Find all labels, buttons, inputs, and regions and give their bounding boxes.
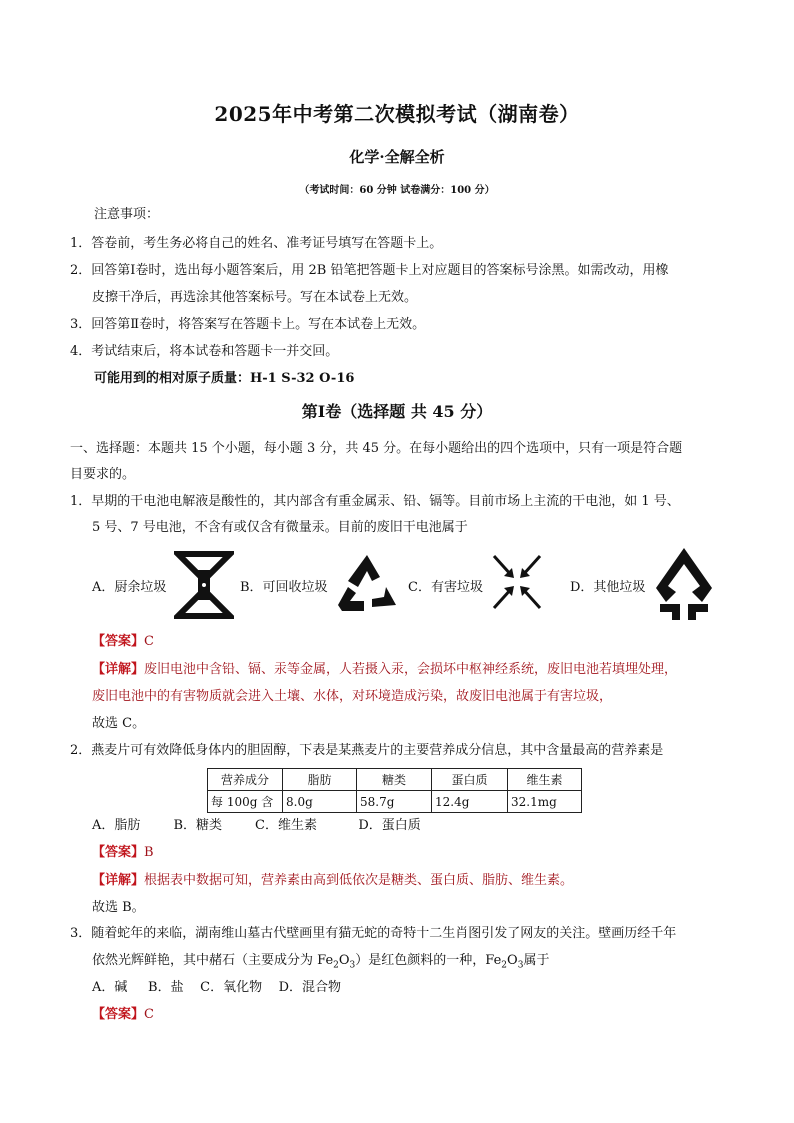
page-subtitle: 化学·全解全析 bbox=[349, 148, 445, 166]
recycle-icon bbox=[334, 551, 400, 615]
hazardous-waste-icon bbox=[490, 552, 544, 612]
nutrition-table bbox=[207, 768, 582, 813]
detail-text: 废旧电池中含铅、镉、汞等金属，人若摄入汞，会损坏中枢神经系统，废旧电池若填埋处理， bbox=[144, 662, 678, 677]
q3-subscript: 2 bbox=[333, 960, 339, 971]
section-title: 第Ⅰ卷（选择题 共 45 分） bbox=[301, 402, 493, 421]
q1-answer bbox=[92, 633, 154, 651]
table-cell: 32.1mg bbox=[508, 791, 582, 813]
question-2-text: 2．燕麦片可有效降低身体内的胆固醇，下表是某燕麦片的主要营养成分信息，其中含量最高的营养素是 bbox=[70, 743, 664, 758]
q2-detail bbox=[92, 872, 573, 890]
table-cell: 8.0g bbox=[283, 791, 357, 813]
question-1-text: 5 号、7 号电池，不含有或仅含有微量汞。目前的废旧干电池属于 bbox=[92, 520, 468, 535]
question-3-text bbox=[92, 952, 549, 975]
q3-text-part: 依然光辉鲜艳，其中赭石（主要成分为 Fe bbox=[92, 953, 334, 968]
q3-answer bbox=[92, 1006, 154, 1024]
table-cell: 58.7g bbox=[357, 791, 432, 813]
table-cell: 每 100g 含 bbox=[208, 791, 283, 813]
q3-text-part: O bbox=[338, 953, 350, 968]
answer-label: 【答案】 bbox=[92, 1007, 145, 1022]
table-header-row bbox=[208, 769, 582, 791]
q3-text-part: 属于 bbox=[523, 953, 550, 968]
atomic-mass: 可能用到的相对原子质量：H-1 S-32 O-16 bbox=[94, 371, 355, 386]
answer-label: 【答案】 bbox=[92, 634, 145, 649]
q1-detail-cont: 废旧电池中的有害物质就会进入土壤、水体，对环境造成污染，故废旧电池属于有害垃圾， bbox=[92, 689, 613, 704]
q2-answer bbox=[92, 844, 154, 862]
detail-label: 【详解】 bbox=[92, 873, 145, 888]
note-item: 皮擦干净后，再选涂其他答案标号。写在本试卷上无效。 bbox=[92, 290, 418, 305]
table-header-cell: 维生素 bbox=[508, 769, 582, 791]
q3-text-part: O bbox=[507, 953, 518, 968]
answer-value: B bbox=[144, 845, 154, 860]
q1-conclusion: 故选 C。 bbox=[92, 716, 146, 731]
note-item: 1．答卷前，考生务必将自己的姓名、准考证号填写在答题卡上。 bbox=[70, 236, 443, 251]
option-a: A．厨余垃圾 bbox=[92, 580, 167, 595]
notes-heading: 注意事项： bbox=[94, 207, 160, 222]
instructions-line: 目要求的。 bbox=[70, 467, 136, 482]
answer-value: C bbox=[144, 1007, 154, 1022]
note-item: 4．考试结束后，将本试卷和答题卡一并交回。 bbox=[70, 344, 339, 359]
note-item: 3．回答第Ⅱ卷时，将答案写在答题卡上。写在本试卷上无效。 bbox=[70, 317, 426, 332]
table-header-cell: 营养成分 bbox=[208, 769, 283, 791]
table-header-cell: 蛋白质 bbox=[432, 769, 508, 791]
table-row bbox=[208, 791, 582, 813]
table-cell: 12.4g bbox=[432, 791, 508, 813]
table-header-cell: 脂肪 bbox=[283, 769, 357, 791]
page-title: 2025年中考第二次模拟考试（湖南卷） bbox=[214, 102, 580, 126]
exam-meta: （考试时间：60 分钟 试卷满分：100 分） bbox=[299, 185, 495, 196]
answer-value: C bbox=[144, 634, 154, 649]
table-header-cell: 糖类 bbox=[357, 769, 432, 791]
other-waste-icon bbox=[652, 546, 716, 622]
q3-subscript: 3 bbox=[349, 960, 356, 971]
q3-subscript: 2 bbox=[501, 960, 508, 971]
option-b: B．可回收垃圾 bbox=[240, 580, 328, 595]
note-item: 2．回答第Ⅰ卷时，选出每小题答案后，用 2B 铅笔把答题卡上对应题目的答案标号涂黑。如需改动，用橡 bbox=[70, 263, 669, 278]
question-1-text: 1．早期的干电池电解液是酸性的，其内部含有重金属汞、铅、镉等。目前市场上主流的干电池，如 1 号、 bbox=[70, 494, 680, 509]
answer-label: 【答案】 bbox=[92, 845, 145, 860]
q2-conclusion: 故选 B。 bbox=[92, 900, 145, 915]
detail-label: 【详解】 bbox=[92, 662, 145, 677]
instructions-line: 一、选择题：本题共 15 个小题，每小题 3 分，共 45 分。在每小题给出的四个选项中，只有一项是符合题 bbox=[70, 441, 683, 456]
question-3-text: 3．随着蛇年的来临，湖南维山墓古代壁画里有猫无蛇的奇特十二生肖图引发了网友的关注。壁画历经千年 bbox=[70, 926, 677, 941]
q1-detail bbox=[92, 661, 677, 679]
q3-text-part: ）是红色颜料的一种，Fe bbox=[355, 953, 502, 968]
kitchen-waste-icon bbox=[174, 550, 234, 620]
detail-text: 根据表中数据可知，营养素由高到低依次是糖类、蛋白质、脂肪、维生素。 bbox=[144, 873, 574, 888]
q3-options: A．碱 B．盐 C．氧化物 D．混合物 bbox=[92, 980, 342, 995]
option-d: D．其他垃圾 bbox=[570, 580, 646, 595]
q3-subscript: 3 bbox=[517, 960, 524, 971]
q2-options: A．脂肪 B．糖类 C．维生素 D．蛋白质 bbox=[92, 818, 421, 833]
option-c: C．有害垃圾 bbox=[408, 580, 483, 595]
